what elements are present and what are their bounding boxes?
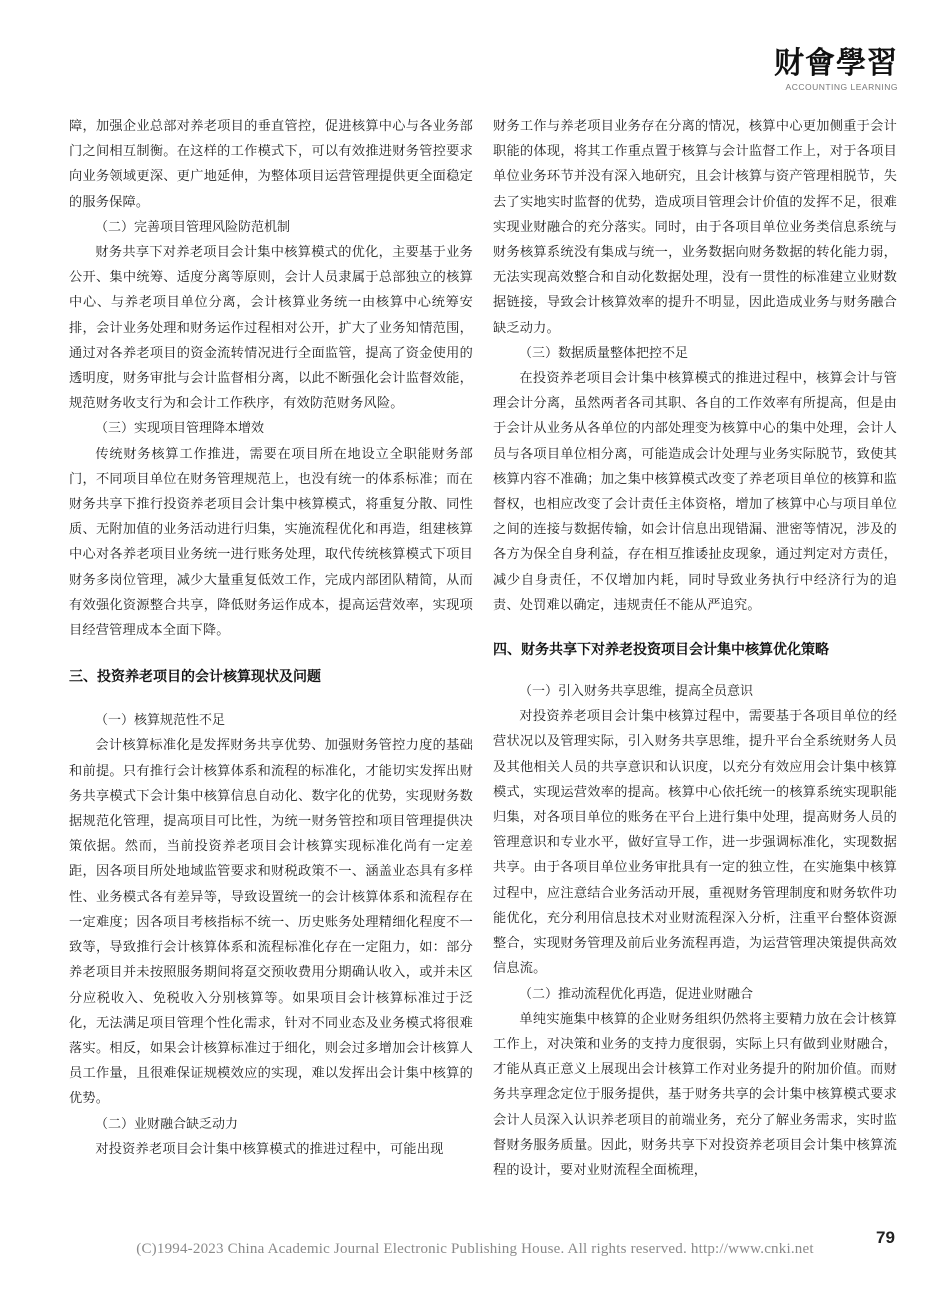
subsection-heading: （二）业财融合缺乏动力 [95, 1116, 239, 1132]
paragraph: 单纯实施集中核算的企业财务组织仍然将主要精力放在会计核算工作上，对决策和业务的支持力度很弱，实际上只有做到业财融合，才能从真正意义上展现出会计核算工作对业务提升的附加价值。而财务共享理念定位于服务提供，基于财务共享的会计集中核算模式要求会计人员深入认识养老项目的前端业务，充分了解业务需求，实时监督财务服务质量。因此，财务共享下对投资养老项目会计集中核算流程的设计，要对业财流程全面梳理， [493, 1011, 897, 1178]
paragraph: 对投资养老项目会计集中核算模式的推进过程中，可能出现 [95, 1141, 444, 1157]
page-number: 79 [876, 1228, 895, 1247]
paragraph: 传统财务核算工作推进，需要在项目所在地设立全职能财务部门，不同项目单位在财务管理规范上，也没有统一的体系标准；而在财务共享下推行投资养老项目会计集中核算模式，将重复分散、同性质、无附加值的业务活动进行归集，实施流程优化和再造，组建核算中心对各养老项目业务统一进行账务处理，取代传统核算模式下项目财务多岗位管理，减少大量重复低效工作，完成内部团队精简，从而有效强化资源整合共享，降低财务运作成本，提高运营效率，实现项目经营管理成本全面下降。 [69, 446, 473, 639]
section-heading: 三、投资养老项目的会计核算现状及问题 [69, 669, 321, 686]
subsection-heading: （三）实现项目管理降本增效 [95, 421, 265, 437]
left-column [69, 114, 473, 1162]
paragraph: 对投资养老项目会计集中核算过程中，需要基于各项目单位的经营状况以及管理实际，引入财务共享思维，提升平台全系统财务人员及其他相关人员的共享意识和认识度，以充分有效应用会计集中核算模式，实现运营效率的提高。核算中心依托统一的核算系统实现职能归集，对各项目单位的账务在平台上进行集中处理，提高财务人员的管理意识和专业水平，做好宣导工作，进一步强调标准化，实现数据共享。由于各项目单位业务审批具有一定的独立性，在实施集中核算过程中，应注意结合业务活动开展，重视财务管理制度和财务软件功能优化，充分利用信息技术对业财流程深入分析，注重平台整体资源整合，实现财务管理及前后业务流程再造，为运营管理决策提供高效信息流。 [493, 709, 897, 977]
right-column [493, 114, 897, 1183]
subsection-heading: （二）推动流程优化再造，促进业财融合 [519, 986, 754, 1002]
copyright-footer: (C)1994-2023 China Academic Journal Electronic Publishing House. All rights reserved. http://www.cnki.net [136, 1241, 814, 1257]
logo-title-en: ACCOUNTING LEARNING [785, 82, 898, 92]
paragraph: 在投资养老项目会计集中核算模式的推进过程中，核算会计与管理会计分离，虽然两者各司其职、各自的工作效率有所提高，但是由于会计从业务从各单位的内部处理变为核算中心的集中处理，会计人员与各项目单位相分离，可能造成会计处理与业务实际脱节，致使其核算内容不准确；加之集中核算模式改变了养老项目单位的核算和监督权，也相应改变了会计责任主体资格，增加了核算中心与项目单位之间的连接与数据传输，如会计信息出现错漏、泄密等情况，涉及的各方为保全自身利益，存在相互推诿扯皮现象，通过判定对方责任，减少自身责任，不仅增加内耗，同时导致业务执行中经济行为的追责、处罚难以确定，违规责任不能从严追究。 [493, 371, 897, 613]
paragraph: 财务共享下对养老项目会计集中核算模式的优化，主要基于业务公开、集中统筹、适度分离等原则，会计人员隶属于总部独立的核算中心、与养老项目单位分离，会计核算业务统一由核算中心统筹安排，会计业务处理和财务运作过程相对公开，扩大了业务知情范围，通过对各养老项目的资金流转情况进行全面监管，提高了资金使用的透明度，财务审批与会计监督相分离，以此不断强化会计监督效能，规范财务收支行为和会计工作秩序，有效防范财务风险。 [69, 245, 473, 412]
subsection-heading: （二）完善项目管理风险防范机制 [95, 219, 291, 235]
subsection-heading: （三）数据质量整体把控不足 [519, 345, 689, 361]
subsection-heading: （一）核算规范性不足 [95, 713, 226, 729]
journal-logo [774, 48, 898, 93]
logo-title-cn: 财會學習 [774, 46, 898, 81]
subsection-heading: （一）引入财务共享思维，提高全员意识 [519, 684, 754, 700]
section-heading: 四、财务共享下对养老投资项目会计集中核算优化策略 [493, 642, 829, 659]
paragraph: 会计核算标准化是发挥财务共享优势、加强财务管控力度的基础和前提。只有推行会计核算体系和流程的标准化，才能切实发挥出财务共享模式下会计集中核算信息自动化、数字化的优势，实现财务数据规范化管理，提高项目可比性，为统一财务管控和项目管理提供决策依据。然而，当前投资养老项目会计核算实现标准化尚有一定差距，因各项目所处地域监管要求和财税政策不一、涵盖业态具有多样性、业务模式各有差异等，导致设置统一的会计核算体系和流程存在一定难度；因各项目考核指标不统一、历史账务处理精细化程度不一致等，导致推行会计核算体系和流程标准化存在一定阻力，如：部分养老项目并未按照服务期间将趸交预收费用分期确认收入，或并未区分应税收入、免税收入分别核算等。如果项目会计核算标准过于泛化，无法满足项目管理个性化需求，针对不同业态及业务模式将很难落实。相反，如果会计核算标准过于细化，则会过多增加会计核算人员工作量，且很难保证规模效应的实现，难以发挥出会计集中核算的优势。 [69, 738, 473, 1107]
paragraph: 障，加强企业总部对养老项目的垂直管控，促进核算中心与各业务部门之间相互制衡。在这样的工作模式下，可以有效推进财务管控要求向业务领域更深、更广地延伸，为整体项目运营管理提供更全面稳定的服务保障。 [69, 119, 473, 210]
paragraph: 财务工作与养老项目业务存在分离的情况，核算中心更加侧重于会计职能的体现，将其工作重点置于核算与会计监督工作上，对于各项目单位业务环节并没有深入地研究，且会计核算与资产管理相脱节，失去了实地实时监督的优势，造成项目管理会计价值的发挥不足，很难实现业财融合的充分落实。同时，由于各项目单位业务类信息系统与财务核算系统没有集成与统一，业务数据向财务数据的转化能力弱，无法实现高效整合和自动化数据处理，没有一贯性的标准建立业财数据链接，导致会计核算效率的提升不明显，因此造成业务与财务融合缺乏动力。 [493, 119, 897, 336]
